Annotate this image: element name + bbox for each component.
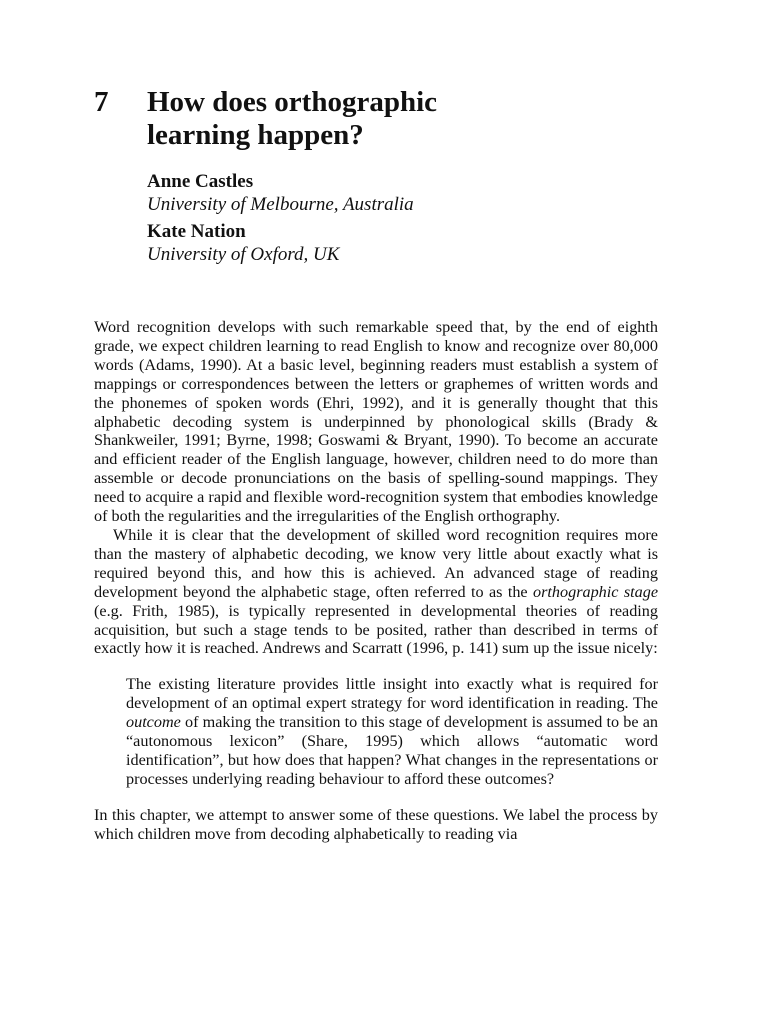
paragraph-2-text-b: (e.g. Frith, 1985), is typically represented in developmental theories of reading acquisition, but such a stage tends to be posited, rather than described in terms of exactly how it is reached. Andrews and Scarratt (1996, p. 141) sum up the issue nicely:	[94, 601, 658, 658]
block-quote-text-a: The existing literature provides little insight into exactly what is required for development of an optimal expert strategy for word identification in reading. The	[126, 675, 658, 713]
chapter-number: 7	[94, 86, 109, 118]
paragraph-1: Word recognition develops with such remarkable speed that, by the end of eighth grade, we expect children learning to read English to know and recognize over 80,000 words (Adams, 1990). At a basic level, beginning readers must establish a system of mappings or correspondences between the letters or graphemes of written words and the phonemes of spoken words (Ehri, 1992), and it is generally thought that this alphabetic decoding system is underpinned by phonological skills (Brady & Shankweiler, 1991; Byrne, 1998; Goswami & Bryant, 1990). To become an accurate and efficient reader of the English language, however, children need to do more than assemble or decode pronunciations on the basis of spelling-sound mappings. They need to acquire a rapid and flexible word-recognition system that embodies knowledge of both the regularities and the irregularities of the English orthography.	[94, 318, 658, 526]
body-text	[94, 318, 658, 844]
chapter-title-line-2: learning happen?	[147, 119, 364, 151]
author-entry	[147, 221, 667, 267]
paragraph-3: In this chapter, we attempt to answer some of these questions. We label the process by which children move from decoding alphabetically to reading via	[94, 805, 658, 843]
author-name: Anne Castles	[147, 171, 254, 192]
author-affiliation: University of Oxford, UK	[147, 244, 340, 265]
chapter-title-line-1: How does orthographic	[147, 86, 437, 118]
paragraph-2	[94, 526, 658, 658]
author-entry	[147, 171, 667, 217]
block-quote	[126, 675, 658, 788]
author-affiliation: University of Melbourne, Australia	[147, 194, 414, 215]
paragraph-2-emphasis: orthographic stage	[533, 582, 659, 601]
author-list	[147, 171, 667, 271]
block-quote-emphasis: outcome	[126, 713, 181, 732]
author-name: Kate Nation	[147, 221, 246, 242]
chapter-title	[147, 86, 647, 152]
paragraph-2-text-a: While it is clear that the development of skilled word recognition requires more than the mastery of alphabetic decoding, we know very little about exactly what is required beyond this, and how this is achieved. An advanced stage of reading development beyond the alphabetic stage, often referred to as the	[94, 525, 658, 601]
block-quote-text-b: of making the transition to this stage of development is assumed to be an “autonomous lexicon” (Share, 1995) which allows “automatic word identification”, but how does that happen? What changes in the representations or processes underlying reading behaviour to afford these outcomes?	[126, 713, 658, 788]
